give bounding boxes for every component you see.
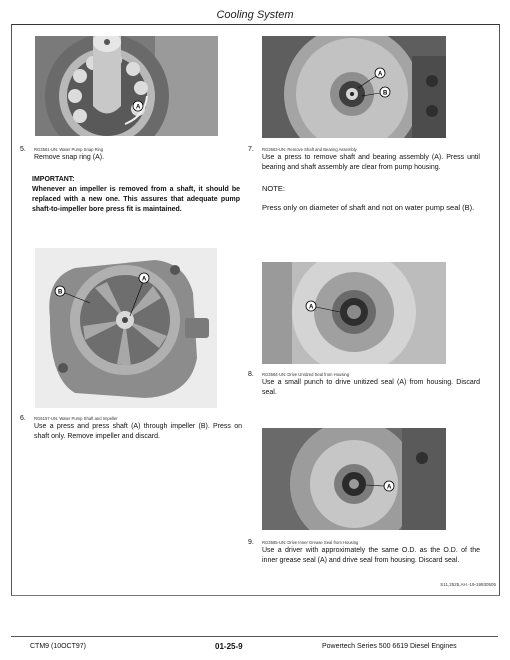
step-number: 7. <box>248 146 254 153</box>
note-label: NOTE: <box>262 184 285 193</box>
step-text: Use a press and press shaft (A) through impeller (B). Press on shaft only. Remove impeller and discard. <box>34 423 242 440</box>
callout-a: A <box>309 304 314 311</box>
callout-b: B <box>58 289 63 296</box>
important-label: IMPORTANT: <box>32 176 75 183</box>
important-notice <box>32 175 240 215</box>
step-text: Use a driver with approximately the same O.D. as the O.D. of the inner grease seal (A) and drive seal from housing. Discard seal. <box>262 547 480 564</box>
step-text: Remove snap ring (A). <box>34 154 105 161</box>
photo-shaft-impeller <box>35 248 217 408</box>
step-6 <box>20 414 245 454</box>
callout-a: A <box>136 104 141 111</box>
photo-shaft-bearing <box>262 36 446 138</box>
step-number: 6. <box>20 415 26 422</box>
note-block <box>262 183 480 213</box>
figure-caption: RG3563-UN: Remove Shaft and Bearing Assembly <box>262 147 357 152</box>
step-text: Use a press to remove shaft and bearing assembly (A). Press until bearing and shaft assembly are clear from pump housing. <box>262 154 480 171</box>
important-text: Whenever an impeller is removed from a shaft, it should be replaced with a new one. This assures that adequate pump shaft-to-impeller bore press fit is maintained. <box>32 186 240 213</box>
step-number: 8. <box>248 371 254 378</box>
photo-unitized-seal <box>262 262 446 364</box>
step-number: 9. <box>248 539 254 546</box>
photo-grease-seal <box>262 428 446 530</box>
figure-caption: RG3565-UN: Drive Inner Grease Seal from Housing <box>262 540 359 545</box>
footer-left: CTM9 (10OCT97) <box>30 643 87 650</box>
callout-a: A <box>142 276 147 283</box>
note-text: Press only on diameter of shaft and not on water pump seal (B). <box>262 203 475 212</box>
figure-caption: RG3564-UN: Drive Unitized Seal from Housing <box>262 372 350 377</box>
step-9 <box>248 538 483 572</box>
step-number: 5. <box>20 146 26 153</box>
step-7 <box>248 145 483 177</box>
footer-divider <box>11 636 498 637</box>
photo-snap-ring <box>35 36 218 136</box>
footer-center: 01-25-9 <box>215 642 243 651</box>
callout-a: A <box>378 71 383 78</box>
page-title: Cooling System <box>216 9 294 21</box>
callout-b: B <box>383 90 388 97</box>
figure-caption: RG3561-UN: Water Pump Snap Ring <box>34 147 104 152</box>
step-text: Use a small punch to drive unitized seal (A) from housing. Discard seal. <box>262 379 480 396</box>
step-5 <box>20 145 245 167</box>
callout-a: A <box>387 484 392 491</box>
figure-caption: RG6157-UN: Water Pump Shaft and Impeller <box>34 416 118 421</box>
reference-code: S11,2525,AH -19-19930505 <box>440 582 496 587</box>
step-8 <box>248 370 483 400</box>
footer-right: Powertech Series 500 6619 Diesel Engines <box>322 643 457 650</box>
